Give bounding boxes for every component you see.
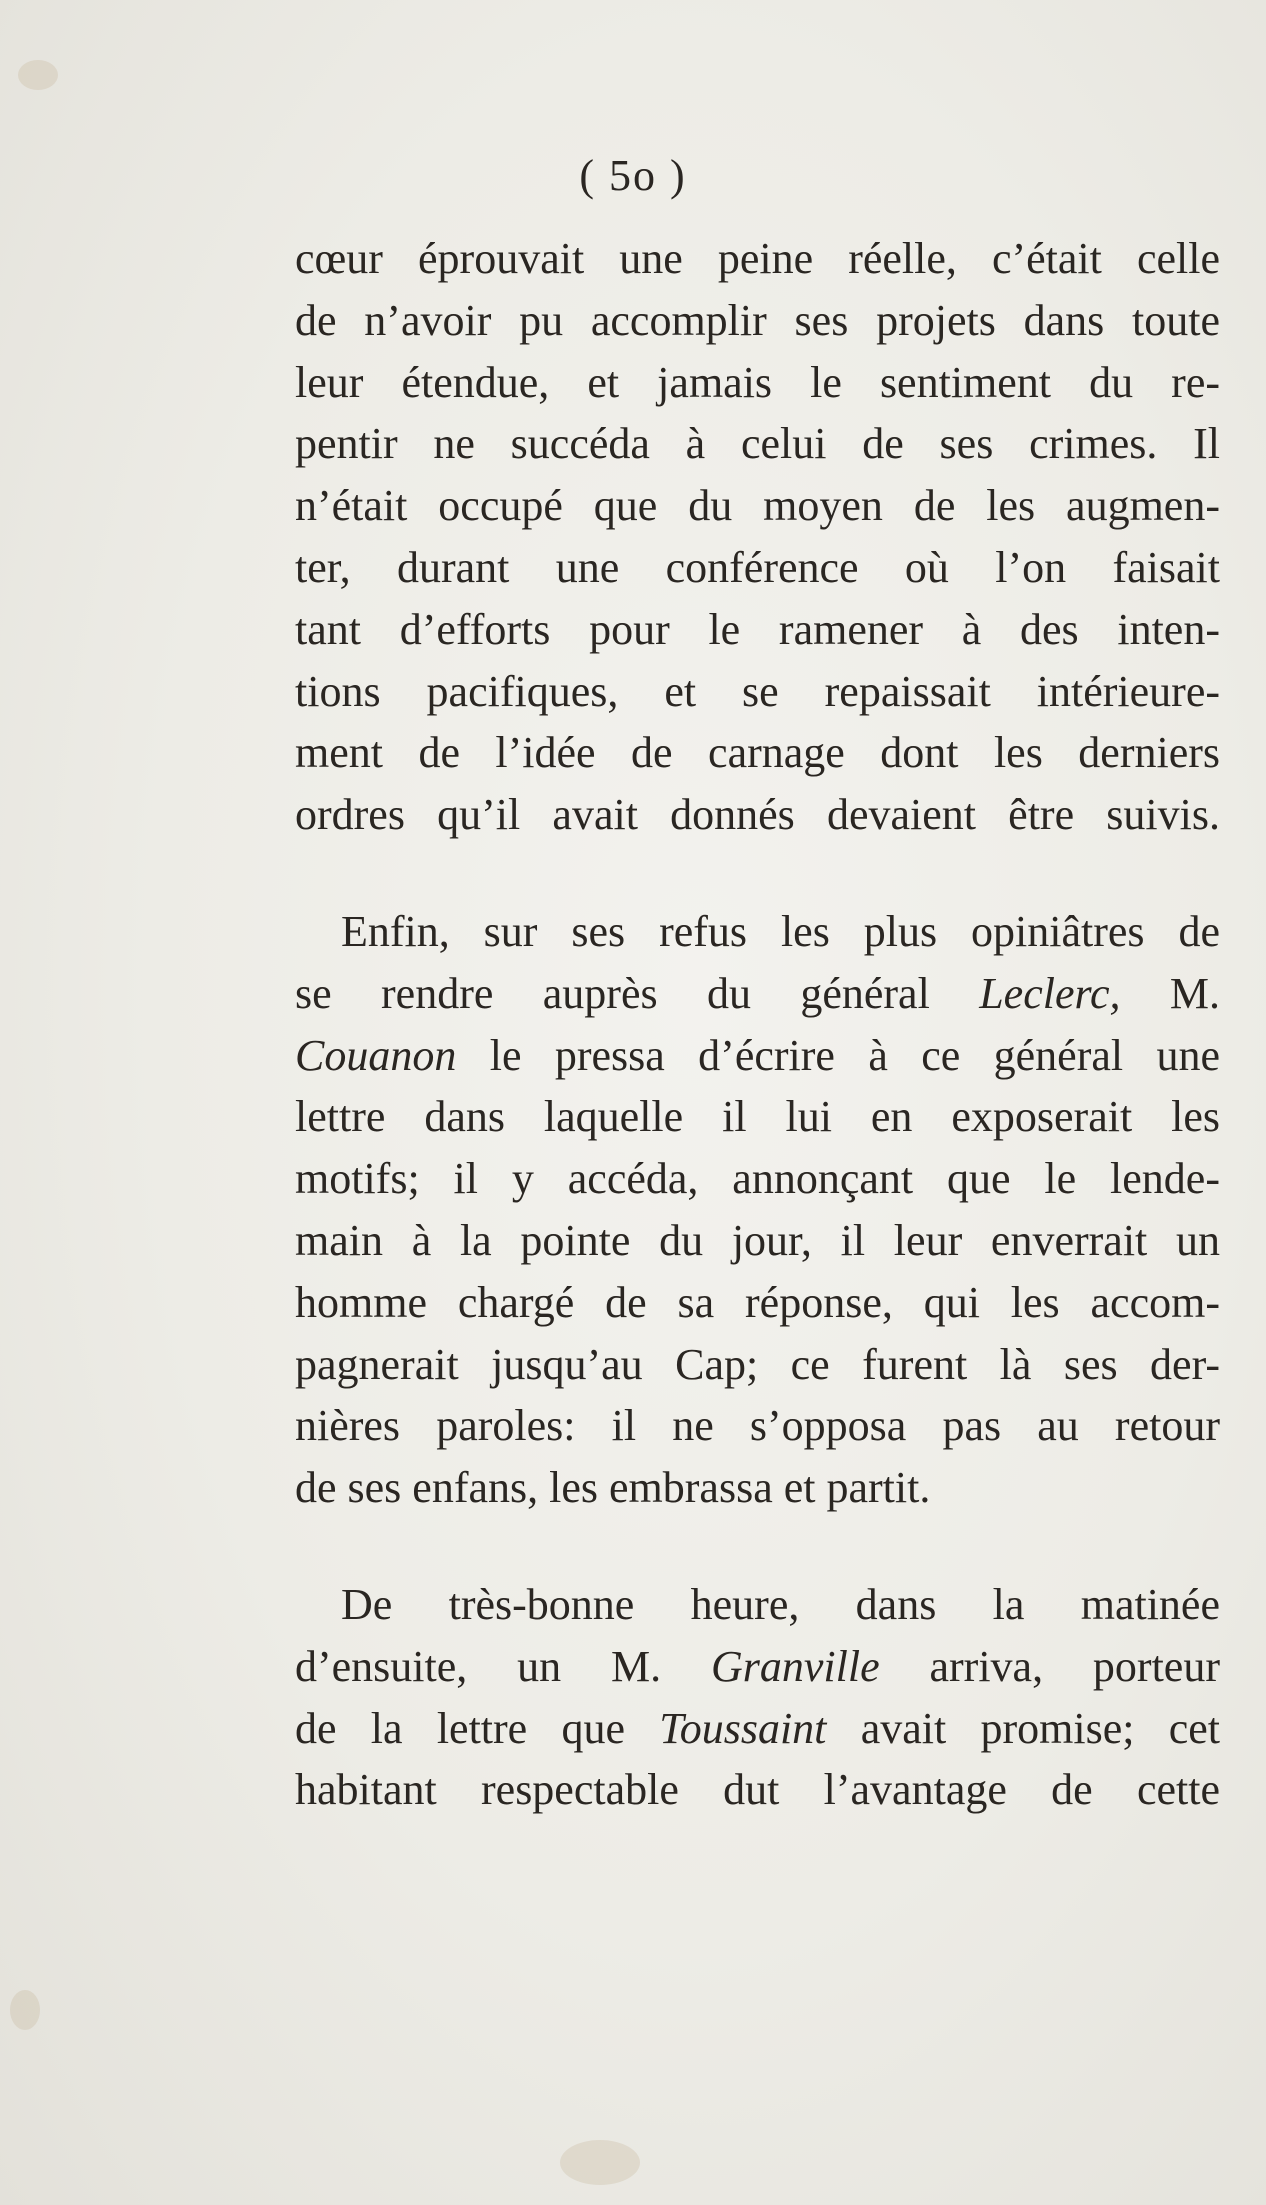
text-line: lettre dans laquelle il lui en exposerait les <box>295 1092 1220 1142</box>
text-line: cœur éprouvait une peine réelle, c’était celle <box>295 234 1220 283</box>
name-couanon: Couanon <box>295 1030 457 1080</box>
text-line: habitant respectable dut l’avantage de cette <box>295 1765 1220 1815</box>
text-line: ordres qu’il avait donnés devaient être suivis. <box>295 790 1220 840</box>
text-line: main à la pointe du jour, il leur enverrait un <box>295 1215 1220 1265</box>
text-line: nières paroles: il ne s’opposa pas au retour <box>295 1401 1220 1451</box>
text-line: Enfin, sur ses refus les plus opiniâtres de <box>341 906 1220 956</box>
text-line: de n’avoir pu accomplir ses projets dans toute <box>295 295 1220 345</box>
name-granville: Granville <box>710 1641 880 1691</box>
page-number: ( 5o ) <box>579 151 687 200</box>
text-line: homme chargé de sa réponse, qui les accom- <box>295 1277 1220 1327</box>
paper-stain <box>18 60 58 90</box>
text-line: Couanon le pressa d’écrire à ce général une <box>295 1030 1220 1080</box>
text-line: pentir ne succéda à celui de ses crimes. Il <box>295 419 1220 469</box>
text-line: pagnerait jusqu’au Cap; ce furent là ses der- <box>295 1339 1220 1389</box>
name-toussaint: Toussaint <box>659 1703 827 1753</box>
text-line: leur étendue, et jamais le sentiment du re- <box>295 357 1220 407</box>
text-line: De très-bonne heure, dans la matinée <box>341 1579 1220 1629</box>
body-text <box>295 228 1220 1821</box>
text-line: de la lettre que Toussaint avait promise; cet <box>295 1703 1220 1753</box>
paper-stain <box>10 1990 40 2030</box>
text-line: se rendre auprès du général Leclerc, M. <box>295 968 1220 1018</box>
text-line: ter, durant une conférence où l’on faisait <box>295 542 1220 592</box>
text-line: tant d’efforts pour le ramener à des inten- <box>295 604 1220 654</box>
name-leclerc: Leclerc, <box>979 968 1121 1018</box>
text-line: tions pacifiques, et se repaissait intérieure- <box>295 666 1220 716</box>
paragraph-1 <box>295 228 1220 846</box>
paragraph-2 <box>295 901 1220 1519</box>
paragraph-3 <box>295 1574 1220 1821</box>
text-line: ment de l’idée de carnage dont les derniers <box>295 728 1220 778</box>
text-line: motifs; il y accéda, annonçant que le lende- <box>295 1154 1220 1204</box>
text-line: n’était occupé que du moyen de les augmen- <box>295 481 1220 531</box>
text-line: de ses enfans, les embrassa et partit. <box>295 1463 931 1513</box>
text-line: d’ensuite, un M. Granville arriva, porteur <box>295 1641 1220 1691</box>
paper-stain <box>560 2140 640 2185</box>
